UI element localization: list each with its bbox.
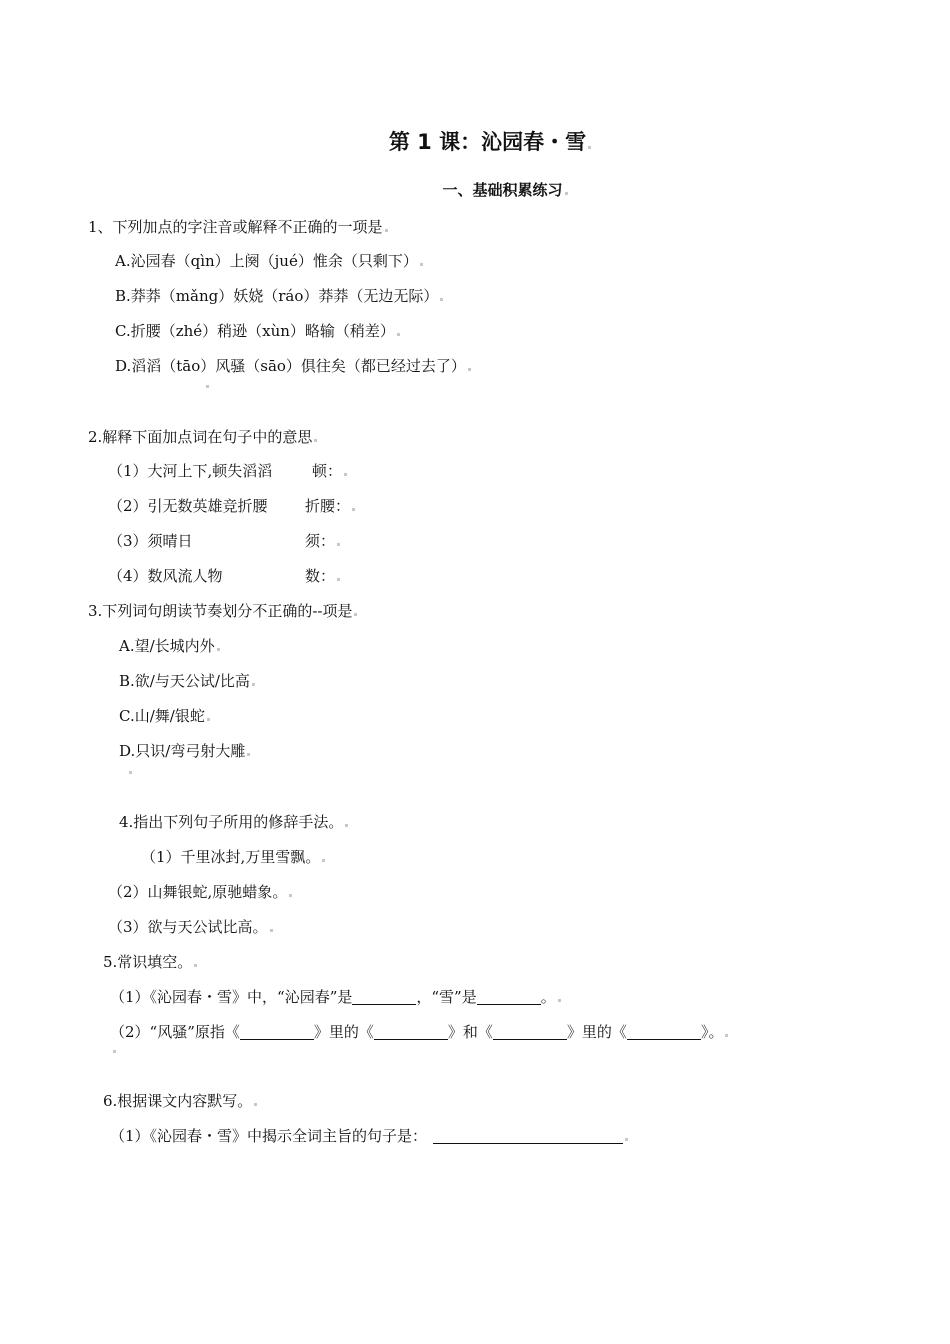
paragraph-mark bbox=[344, 473, 347, 476]
q1-option-b bbox=[115, 286, 443, 306]
q2-item-4-sentence: （4）数风流人物 bbox=[108, 567, 223, 585]
paragraph-mark bbox=[194, 964, 197, 967]
q3-option-d-text: D.只识/弯弓射大雕 bbox=[119, 742, 246, 760]
q2-item-2-term-text: 折腰： bbox=[305, 497, 351, 515]
paragraph-mark bbox=[207, 718, 210, 721]
paragraph-mark bbox=[206, 385, 209, 388]
paragraph-mark bbox=[558, 999, 561, 1002]
q4-stem-text: 4.指出下列句子所用的修辞手法。 bbox=[119, 813, 344, 831]
q6-item-1-text: （1）《沁园春・雪》中揭示全词主旨的句子是： bbox=[110, 1127, 428, 1145]
section-heading-text: 一、基础积累练习 bbox=[442, 181, 563, 199]
q2-item-3-term-text: 须： bbox=[305, 532, 336, 550]
document-title bbox=[0, 128, 950, 156]
paragraph-mark bbox=[588, 146, 591, 149]
q1-option-c-text: C.折腰（zhé）稍逊（xùn）略输（稍差） bbox=[115, 322, 395, 340]
q2-stem-text: 2.解释下面加点词在句子中的意思 bbox=[88, 428, 313, 446]
q2-item-1 bbox=[108, 461, 272, 481]
q1-stem bbox=[88, 217, 388, 237]
q6-stem-text: 6.根据课文内容默写。 bbox=[103, 1092, 253, 1110]
paragraph-mark bbox=[254, 1103, 257, 1106]
q5-item-2-text-c: 》和《 bbox=[447, 1023, 493, 1041]
paragraph-mark bbox=[565, 192, 568, 195]
q2-item-1-term bbox=[312, 461, 347, 481]
q3-option-a-text: A.望/长城内外 bbox=[119, 637, 215, 655]
q5-item-1-text-a: （1）《沁园春・雪》中，“沁园春”是 bbox=[110, 988, 353, 1006]
fill-blank[interactable] bbox=[240, 1023, 314, 1040]
paragraph-mark bbox=[314, 439, 317, 442]
paragraph-mark bbox=[129, 771, 132, 774]
q1-stem-text: 1、下列加点的字注音或解释不正确的一项是 bbox=[88, 218, 383, 236]
q5-item-1 bbox=[110, 987, 561, 1007]
paragraph-mark bbox=[252, 683, 255, 686]
paragraph-mark bbox=[217, 648, 220, 651]
q6-item-1 bbox=[110, 1126, 628, 1146]
q3-stem bbox=[88, 601, 357, 621]
q3-option-a bbox=[119, 636, 220, 656]
paragraph-mark bbox=[337, 543, 340, 546]
paragraph-mark bbox=[725, 1034, 728, 1037]
q5-item-1-text-c: 。 bbox=[540, 988, 556, 1006]
q4-item-2 bbox=[108, 882, 292, 902]
q2-item-3-term bbox=[305, 531, 340, 551]
q1-option-a bbox=[115, 251, 423, 271]
paragraph-mark bbox=[440, 298, 443, 301]
paragraph-mark bbox=[345, 824, 348, 827]
q4-item-3 bbox=[108, 917, 273, 937]
q1-option-d-text: D.滔滔（tāo）风骚（sāo）俱往矣（都已经过去了） bbox=[115, 357, 466, 375]
q2-item-3 bbox=[108, 531, 193, 551]
q5-stem-text: 5.常识填空。 bbox=[103, 953, 193, 971]
q4-item-2-text: （2）山舞银蛇,原驰蜡象。 bbox=[108, 883, 288, 901]
q1-option-d bbox=[115, 356, 471, 376]
fill-blank[interactable] bbox=[477, 988, 541, 1005]
q2-item-4-term-text: 数： bbox=[305, 567, 336, 585]
paragraph-mark bbox=[322, 859, 325, 862]
paragraph-mark bbox=[397, 333, 400, 336]
q2-item-1-sentence: （1）大河上下,顿失滔滔 bbox=[108, 462, 273, 480]
q4-item-1-text: （1）千里冰封,万里雪飘。 bbox=[141, 848, 321, 866]
q5-item-2-text-d: 》里的《 bbox=[566, 1023, 627, 1041]
paragraph-mark bbox=[247, 753, 250, 756]
paragraph-mark bbox=[113, 1050, 116, 1053]
paragraph-mark bbox=[352, 508, 355, 511]
q5-stem bbox=[103, 952, 197, 972]
q4-item-1 bbox=[141, 847, 325, 867]
q2-item-2-term bbox=[305, 496, 355, 516]
q4-item-3-text: （3）欲与天公试比高。 bbox=[108, 918, 268, 936]
fill-blank[interactable] bbox=[374, 1023, 448, 1040]
paragraph-mark bbox=[468, 368, 471, 371]
q2-stem bbox=[88, 427, 317, 447]
paragraph-mark bbox=[420, 263, 423, 266]
q1-option-a-text: A.沁园春（qìn）上阕（jué）惟余（只剩下） bbox=[115, 252, 418, 270]
q2-item-4 bbox=[108, 566, 223, 586]
q2-item-3-sentence: （3）须晴日 bbox=[108, 532, 193, 550]
q1-option-b-text: B.莽莽（mǎng）妖娆（ráo）莽莽（无边无际） bbox=[115, 287, 439, 305]
q2-item-1-term-text: 顿： bbox=[312, 462, 343, 480]
fill-blank[interactable] bbox=[627, 1023, 701, 1040]
q3-option-d bbox=[119, 741, 250, 761]
q6-stem bbox=[103, 1091, 257, 1111]
paragraph-mark bbox=[625, 1138, 628, 1141]
fill-blank[interactable] bbox=[433, 1127, 623, 1144]
q4-stem bbox=[119, 812, 348, 832]
q5-item-2-text-b: 》里的《 bbox=[313, 1023, 374, 1041]
document-title-text: 第 1 课：沁园春・雪 bbox=[388, 130, 587, 154]
paragraph-mark bbox=[337, 578, 340, 581]
paragraph-mark bbox=[385, 229, 388, 232]
q2-item-4-term bbox=[305, 566, 340, 586]
q5-item-2 bbox=[110, 1022, 728, 1042]
q5-item-2-text-e: 》。 bbox=[700, 1023, 724, 1041]
q5-item-1-text-b: ，“雪”是 bbox=[416, 988, 477, 1006]
paragraph-mark bbox=[354, 613, 357, 616]
section-heading bbox=[0, 180, 950, 200]
q3-option-c bbox=[119, 706, 210, 726]
q3-option-b-text: B.欲/与天公试/比高 bbox=[119, 672, 250, 690]
q2-item-2 bbox=[108, 496, 268, 516]
q2-item-2-sentence: （2）引无数英雄竞折腰 bbox=[108, 497, 268, 515]
q3-stem-text: 3.下列词句朗读节奏划分不正确的--项是 bbox=[88, 602, 353, 620]
q3-option-c-text: C.山/舞/银蛇 bbox=[119, 707, 205, 725]
fill-blank[interactable] bbox=[352, 988, 416, 1005]
paragraph-mark bbox=[270, 929, 273, 932]
fill-blank[interactable] bbox=[493, 1023, 567, 1040]
q1-option-c bbox=[115, 321, 400, 341]
paragraph-mark bbox=[289, 894, 292, 897]
q5-item-2-text-a: （2）“风骚”原指《 bbox=[110, 1023, 240, 1041]
q3-option-b bbox=[119, 671, 255, 691]
